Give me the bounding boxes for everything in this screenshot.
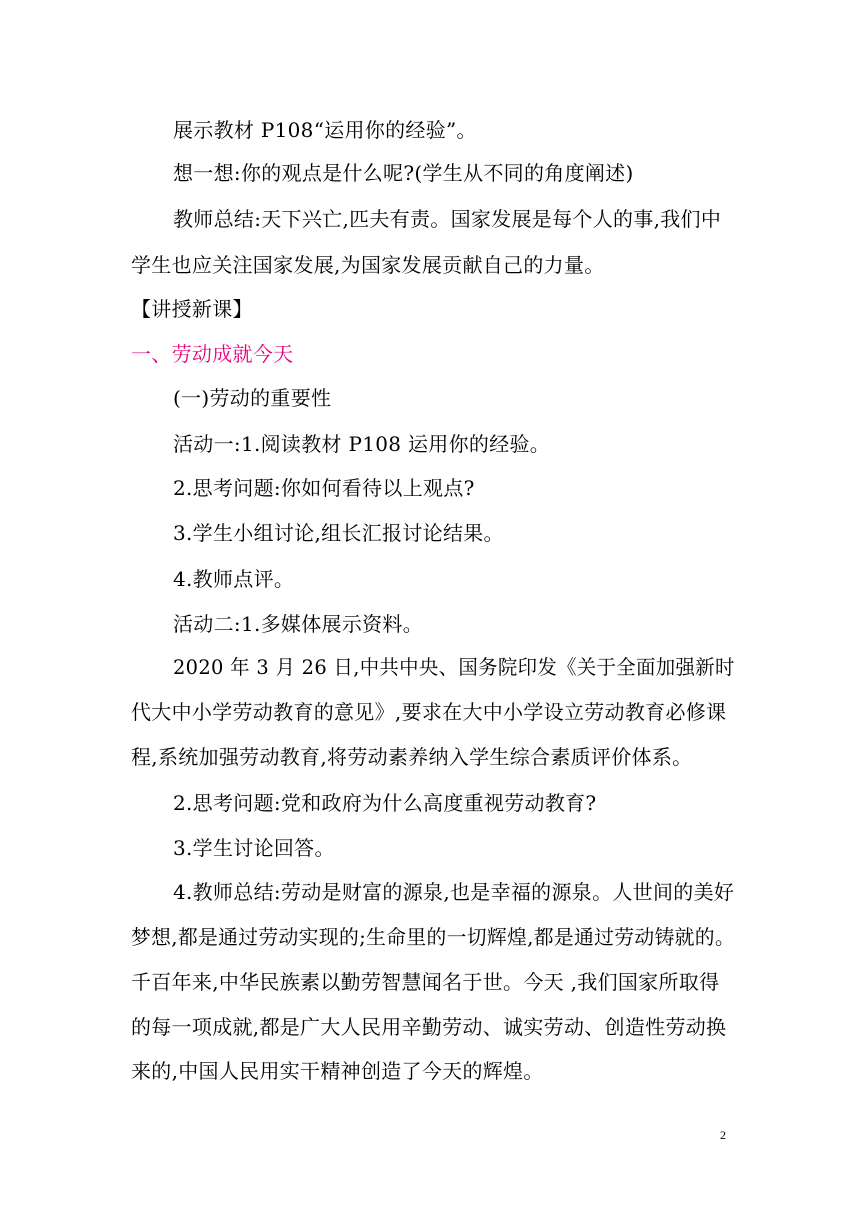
paragraph-line: 2.思考问题:你如何看待以上观点? <box>173 476 475 500</box>
paragraph-line: 活动二:1.多媒体展示资料。 <box>173 612 424 636</box>
paragraph-line: 千百年来,中华民族素以勤劳智慧闻名于世。今天 ,我们国家所取得 <box>131 970 720 994</box>
paragraph-line: 2.思考问题:党和政府为什么高度重视劳动教育? <box>173 791 597 815</box>
page-number: 2 <box>720 1128 726 1142</box>
paragraph-line: 2020 年 3 月 26 日,中共中央、国务院印发《关于全面加强新时 <box>173 655 735 679</box>
paragraph-line: 4.教师点评。 <box>173 567 295 591</box>
paragraph-line: 活动一:1.阅读教材 P108 运用你的经验。 <box>173 432 551 456</box>
paragraph-line: 来的,中国人民用实干精神创造了今天的辉煌。 <box>131 1059 544 1083</box>
paragraph-line: 4.教师总结:劳动是财富的源泉,也是幸福的源泉。人世间的美好 <box>173 880 735 904</box>
subsection-heading: (一)劳动的重要性 <box>173 386 332 410</box>
paragraph-line: 3.学生小组讨论,组长汇报讨论结果。 <box>173 521 504 545</box>
paragraph-line: 想一想:你的观点是什么呢?(学生从不同的角度阐述) <box>173 161 634 185</box>
section-heading: 一、劳动成就今天 <box>131 342 294 366</box>
paragraph-line: 程,系统加强劳动教育,将劳动素养纳入学生综合素质评价体系。 <box>131 745 693 769</box>
paragraph-line: 3.学生讨论回答。 <box>173 836 335 860</box>
paragraph-line: 梦想,都是通过劳动实现的;生命里的一切辉煌,都是通过劳动铸就的。 <box>131 925 736 949</box>
section-label: 【讲授新课】 <box>131 297 253 321</box>
paragraph-line: 展示教材 P108“运用你的经验”。 <box>173 118 477 142</box>
paragraph-line: 教师总结:天下兴亡,匹夫有责。国家发展是每个人的事,我们中 <box>173 207 722 231</box>
paragraph-line: 的每一项成就,都是广大人民用辛勤劳动、诚实劳动、创造性劳动换 <box>131 1015 727 1039</box>
paragraph-line: 学生也应关注国家发展,为国家发展贡献自己的力量。 <box>131 253 605 277</box>
paragraph-line: 代大中小学劳动教育的意见》,要求在大中小学设立劳动教育必修课 <box>131 700 727 724</box>
